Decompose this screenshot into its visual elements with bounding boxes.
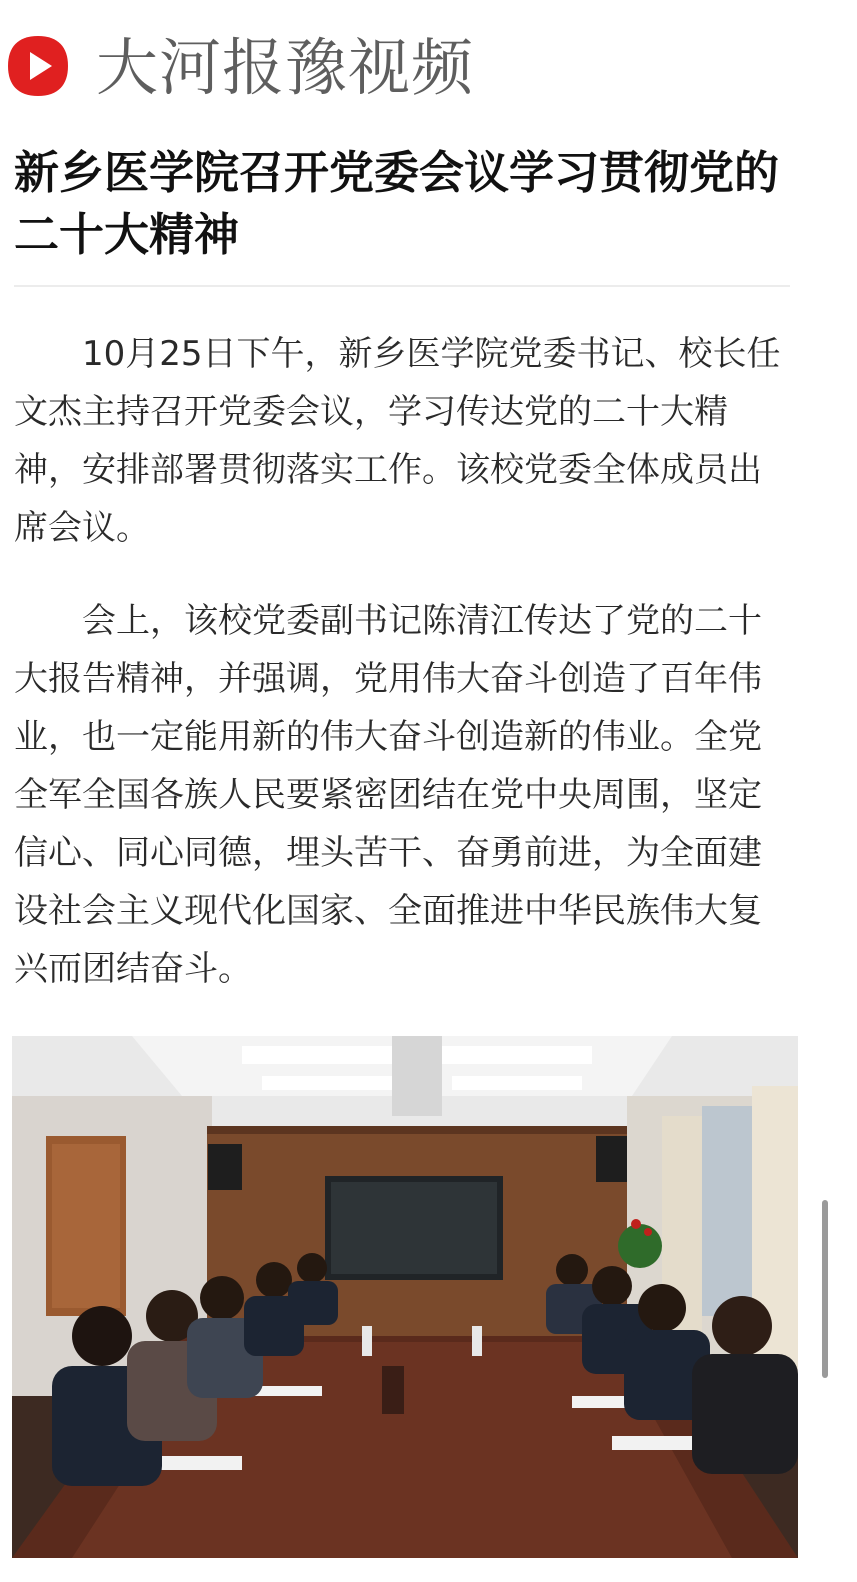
bottom-edge [0, 1560, 857, 1582]
scrollbar-thumb[interactable] [822, 1200, 828, 1378]
article-paragraph-1: 10月25日下午，新乡医学院党委书记、校长任文杰主持召开党委会议，学习传达党的二十大精神，安排部署贯彻落实工作。该校党委全体成员出席会议。 [14, 334, 781, 548]
meeting-photo[interactable] [12, 1036, 798, 1558]
title-divider [14, 285, 790, 287]
meeting-photo-illustration [12, 1036, 798, 1558]
app-header [0, 0, 857, 130]
article-paragraph-2: 会上，该校党委副书记陈清江传达了党的二十大报告精神，并强调，党用伟大奋斗创造了百年伟业，也一定能用新的伟大奋斗创造新的伟业。全党全军全国各族人民要紧密团结在党中央周围，坚定信心、同心同德，埋头苦干、奋勇前进，为全面建设社会主义现代化国家、全面推进中华民族伟大复兴而团结奋斗。 [14, 601, 762, 989]
article-title: 新乡医学院召开党委会议学习贯彻党的二十大精神 [14, 146, 780, 261]
brand-name: 大河报豫视频 [96, 31, 475, 104]
play-logo-icon[interactable] [6, 33, 70, 99]
